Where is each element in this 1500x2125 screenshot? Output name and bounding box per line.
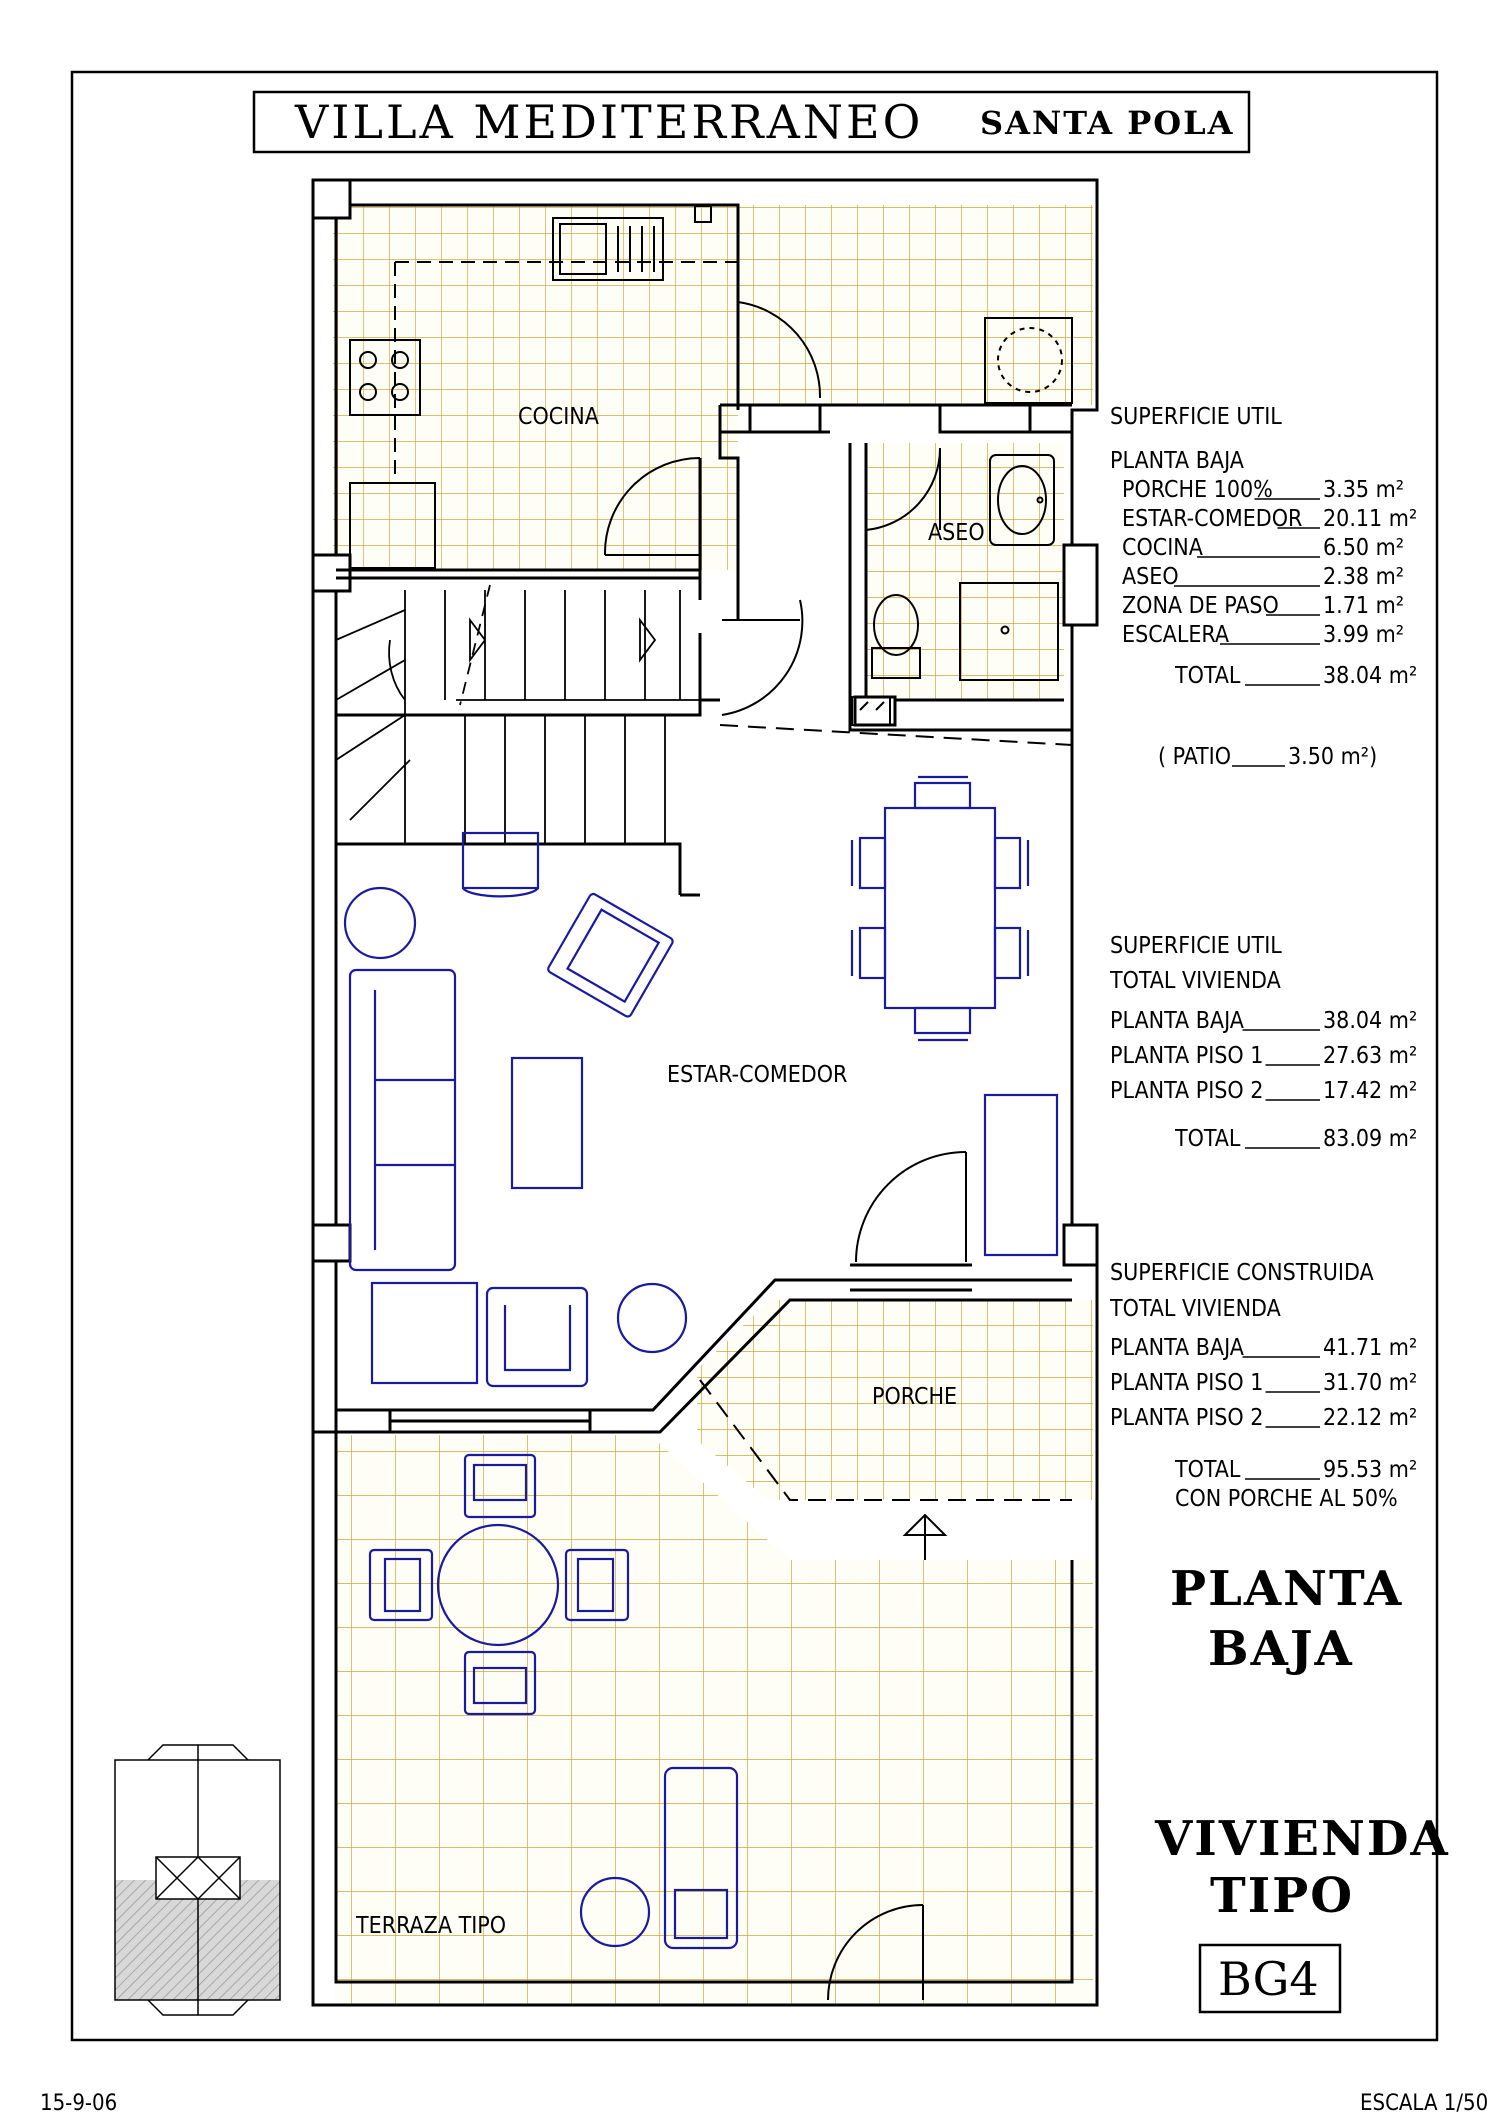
sofa	[350, 970, 455, 1270]
planta-heading-2: BAJA	[1208, 1621, 1354, 1677]
util-planta-baja-row-label: ZONA DE PASO	[1122, 593, 1279, 619]
svg-text:95.53 m²: 95.53 m²	[1323, 1457, 1418, 1483]
patio-floor	[738, 205, 1093, 405]
svg-text:TOTAL VIVIENDA: TOTAL VIVIENDA	[1110, 1296, 1281, 1322]
svg-text:( PATIO: ( PATIO	[1158, 744, 1232, 770]
util-planta-baja-row-value: 3.99 m²	[1323, 622, 1405, 648]
construida-row-value: 31.70 m²	[1323, 1370, 1418, 1396]
svg-text:TOTAL: TOTAL	[1175, 663, 1241, 689]
planta-heading-1: PLANTA	[1170, 1561, 1404, 1617]
svg-text:PLANTA BAJA: PLANTA BAJA	[1110, 448, 1244, 474]
svg-text:SUPERFICIE UTIL: SUPERFICIE UTIL	[1110, 933, 1282, 959]
superficie-util-total-vivienda	[1109, 933, 1417, 1152]
util-vivienda-row-label: PLANTA PISO 1	[1110, 1043, 1264, 1069]
drawing-scale: ESCALA 1/50	[1360, 2091, 1489, 2116]
vivienda-heading-1: VIVIENDA	[1155, 1811, 1450, 1867]
bathroom-floor	[866, 443, 1064, 700]
dining-chairs	[852, 777, 1028, 1040]
svg-text:38.04 m²: 38.04 m²	[1323, 663, 1418, 689]
key-plan	[115, 1745, 280, 2015]
util-planta-baja-row-label: ESCALERA	[1122, 622, 1230, 648]
construida-row-label: PLANTA PISO 2	[1110, 1405, 1264, 1431]
entry-arrow	[905, 1515, 945, 1560]
util-planta-baja-row-label: COCINA	[1122, 535, 1203, 561]
util-planta-baja-row-value: 2.38 m²	[1323, 564, 1405, 590]
title-block	[254, 92, 1249, 152]
svg-text:CON PORCHE AL 50%: CON PORCHE AL 50%	[1175, 1486, 1398, 1512]
util-planta-baja-row-value: 6.50 m²	[1323, 535, 1405, 561]
construida-row-value: 41.71 m²	[1323, 1335, 1418, 1361]
label-porche: PORCHE	[872, 1384, 958, 1410]
coffee-table	[512, 1058, 582, 1188]
util-planta-baja-row-label: ASEO	[1122, 564, 1179, 590]
util-planta-baja-row-value: 3.35 m²	[1323, 477, 1405, 503]
dwelling-code: BG4	[1218, 1952, 1319, 2006]
util-vivienda-row-value: 17.42 m²	[1323, 1078, 1418, 1104]
util-vivienda-row-value: 38.04 m²	[1323, 1008, 1418, 1034]
tiled-floors	[333, 205, 1093, 2005]
dining-table	[885, 808, 995, 1008]
svg-text:83.09 m²: 83.09 m²	[1323, 1126, 1418, 1152]
label-aseo: ASEO	[928, 520, 985, 546]
util-planta-baja-row-label: PORCHE 100%	[1122, 477, 1273, 503]
svg-text:SUPERFICIE UTIL: SUPERFICIE UTIL	[1110, 404, 1282, 430]
util-vivienda-row-value: 27.63 m²	[1323, 1043, 1418, 1069]
label-estar-comedor: ESTAR-COMEDOR	[667, 1062, 848, 1088]
label-cocina: COCINA	[518, 404, 599, 430]
superficie-construida-total-vivienda	[1109, 1260, 1417, 1512]
project-title: VILLA MEDITERRANEO	[295, 95, 924, 149]
construida-row-value: 22.12 m²	[1323, 1405, 1418, 1431]
project-location: SANTA POLA	[980, 104, 1235, 142]
superficie-util-planta-baja	[1110, 404, 1417, 770]
label-terraza: TERRAZA TIPO	[356, 1913, 507, 1939]
util-vivienda-row-label: PLANTA BAJA	[1110, 1008, 1244, 1034]
util-planta-baja-row-label: ESTAR-COMEDOR	[1122, 506, 1303, 532]
drawing-date: 15-9-06	[40, 2091, 118, 2116]
vivienda-heading-2: TIPO	[1210, 1868, 1355, 1924]
svg-text:TOTAL: TOTAL	[1175, 1126, 1241, 1152]
construida-row-label: PLANTA BAJA	[1110, 1335, 1244, 1361]
util-vivienda-row-label: PLANTA PISO 2	[1110, 1078, 1264, 1104]
svg-text:TOTAL VIVIENDA: TOTAL VIVIENDA	[1110, 968, 1281, 994]
svg-text:SUPERFICIE CONSTRUIDA: SUPERFICIE CONSTRUIDA	[1110, 1260, 1374, 1286]
construida-row-label: PLANTA PISO 1	[1110, 1370, 1264, 1396]
svg-text:TOTAL: TOTAL	[1175, 1457, 1241, 1483]
util-planta-baja-row-value: 20.11 m²	[1323, 506, 1418, 532]
util-planta-baja-row-value: 1.71 m²	[1323, 593, 1405, 619]
svg-text:3.50 m²): 3.50 m²)	[1288, 744, 1378, 770]
